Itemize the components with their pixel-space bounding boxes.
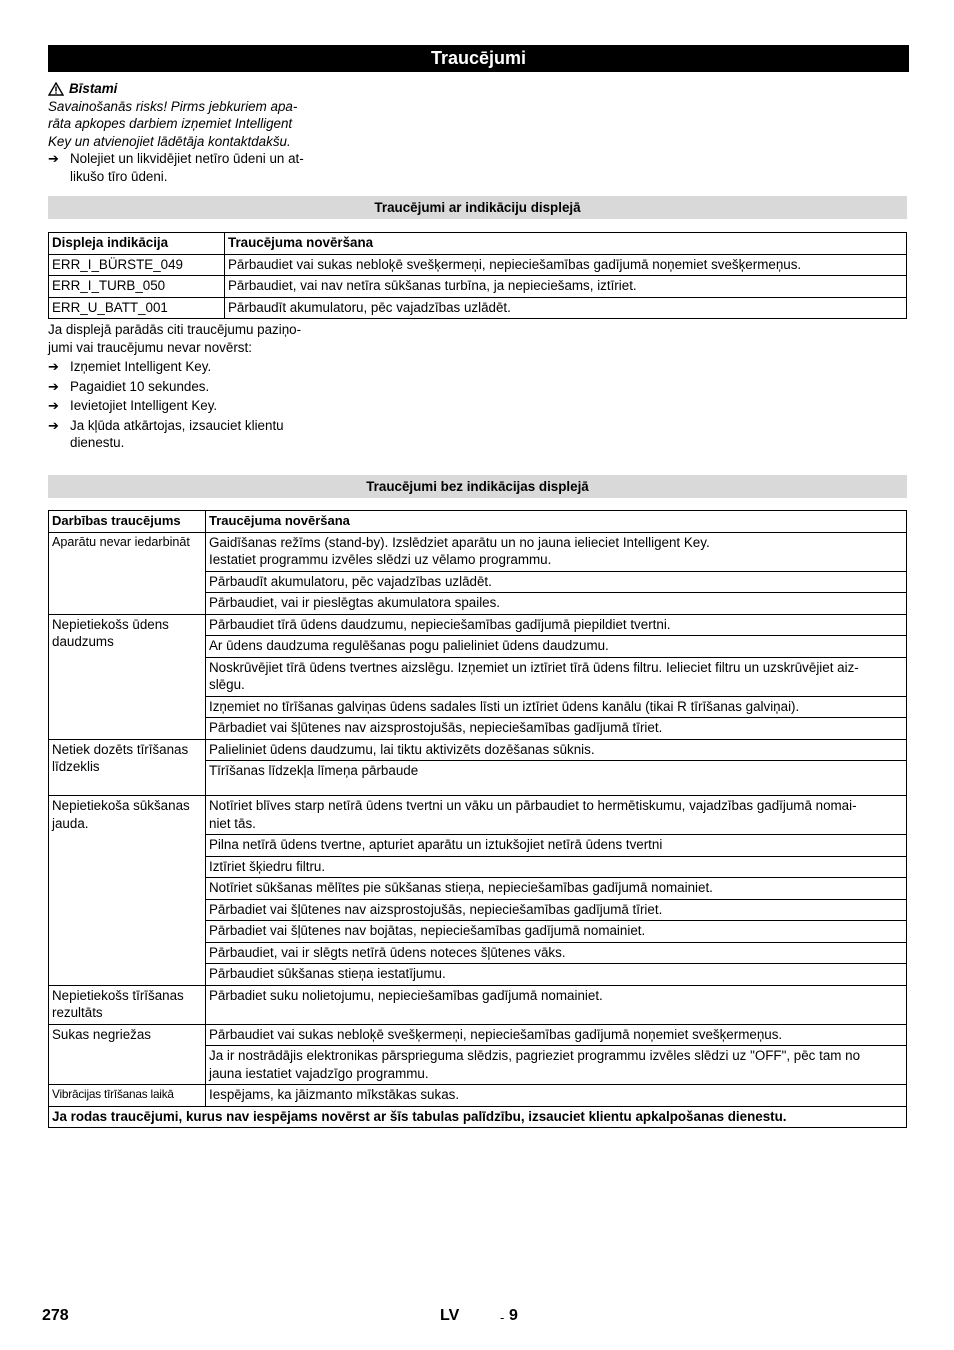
warning-body [48,98,338,151]
warning-body-line: rāta apkopes darbiem izņemiet Intelligent [48,116,293,131]
remedy-cell: Pārbadiet vai šļūtenes nav aizsprostojušās, nepieciešamības gadījumā tīriet. [206,718,907,740]
error-code-cell: ERR_U_BATT_001 [49,297,225,319]
info-intro-line: jumi vai traucējumu nevar novērst: [48,339,252,355]
fault-cell: Nepietiekošs ūdens daudzums [49,614,206,739]
info-intro [48,321,338,356]
table-final-row [49,1106,907,1128]
warning-step [48,150,338,185]
fault-cell: Nepietiekoša sūkšanas jauda. [49,796,206,986]
info-step-text: Izņemiet Intelligent Key. [70,359,212,374]
remedy-cell: Pilna netīrā ūdens tvertne, apturiet aparātu un iztukšojiet netīrā ūdens tvertni [206,835,907,857]
page-number: 278 [42,1307,69,1324]
footer-local-page: 9 [509,1307,518,1324]
arrow-right-icon: ➔ [48,151,59,166]
error-code-cell: ERR_I_TURB_050 [49,276,225,298]
fault-cell: Vibrācijas tīrīšanas laikā [49,1085,206,1107]
step-line: Ja kļūda atkārtojas, izsauciet klientu [70,417,284,433]
display-faults-table [48,232,907,319]
operating-faults-table [48,510,907,1128]
info-step [48,397,338,415]
info-block [48,321,338,452]
warning-block [48,80,338,185]
table-header-row [49,233,907,255]
remedy-cell: Pārbadiet vai šļūtenes nav bojātas, nepieciešamības gadījumā nomainiet. [206,921,907,943]
table-row [49,739,907,761]
warning-step-text [70,150,304,185]
section-title-display-faults: Traucējumi ar indikāciju displejā [48,196,907,219]
table-row [49,254,907,276]
warning-triangle-icon [48,82,64,96]
remedy-cell: Pārbaudiet, vai nav netīra sūkšanas turbīna, ja nepieciešams, iztīriet. [225,276,907,298]
remedy-cell: Pārbadiet vai šļūtenes nav aizsprostojušās, nepieciešamības gadījumā tīriet. [206,899,907,921]
fault-cell: Aparātu nevar iedarbināt [49,532,206,614]
info-step-text: Pagaidiet 10 sekundes. [70,378,210,394]
table-row [49,1024,907,1046]
remedy-cell: Pārbaudiet vai sukas nebloķē svešķermeņi, nepieciešamības gadījumā noņemiet svešķermeņus. [225,254,907,276]
fault-cell: Sukas negriežas [49,1024,206,1085]
table-row [49,796,907,835]
arrow-right-icon: ➔ [48,359,59,374]
step-line: likušo tīro ūdeni. [70,168,168,184]
remedy-cell: Pārbaudīt akumulatoru, pēc vajadzības uzlādēt. [206,571,907,593]
remedy-cell: Pārbaudiet tīrā ūdens daudzumu, nepieciešamības gadījumā piepildiet tvertni. [206,614,907,636]
warning-body-line: Savainošanās risks! Pirms jebkuriem apa- [48,98,298,114]
remedy-cell: Pārbaudiet vai sukas nebloķē svešķermeņi, nepieciešamības gadījumā noņemiet svešķermeņus. [206,1024,907,1046]
remedy-cell: Pārbadiet suku nolietojumu, nepieciešamības gadījumā nomainiet. [206,985,907,1024]
footer-language: LV [440,1307,460,1324]
remedy-cell: Pārbaudiet sūkšanas stieņa iestatījumu. [206,964,907,986]
error-code-cell: ERR_I_BÜRSTE_049 [49,254,225,276]
remedy-cell: Notīriet blīves starp netīrā ūdens tvertni un vāku un pārbaudiet to hermētiskumu, vajadzības gadījumā nomai- niet tās. [206,796,907,835]
warning-heading [48,80,338,98]
remedy-cell: Noskrūvējiet tīrā ūdens tvertnes aizslēgu. Izņemiet un iztīriet tīrā ūdens filtru. Ielieciet filtru un uzskrūvējiet aiz- slēgu. [206,657,907,696]
table-row [49,614,907,636]
remedy-cell: Notīriet sūkšanas mēlītes pie sūkšanas stieņa, nepieciešamības gadījumā nomainiet. [206,878,907,900]
remedy-cell: Izņemiet no tīrīšanas galviņas ūdens sadales līsti un iztīriet ūdens kanālu (tikai R tīrīšanas galviņai). [206,696,907,718]
info-step [48,378,338,396]
section-title-operating-faults: Traucējumi bez indikācijas displejā [48,475,907,498]
info-step [48,358,338,376]
remedy-cell: Iztīriet šķiedru filtru. [206,856,907,878]
header-cell: Traucējuma novēršana [206,511,907,533]
remedy-cell: Iespējams, ka jāizmanto mīkstākas sukas. [206,1085,907,1107]
info-step-text [70,417,284,452]
fault-cell: Nepietiekošs tīrīšanas rezultāts [49,985,206,1024]
remedy-cell: Palieliniet ūdens daudzumu, lai tiktu aktivizēts dozēšanas sūknis. [206,739,907,761]
remedy-cell: Gaidīšanas režīms (stand-by). Izslēdziet aparātu un no jauna ielieciet Intelligent Key. Iestatiet programmu izvēles slēdzi uz vēlamo programmu. [206,532,907,571]
table-row [49,985,907,1024]
remedy-cell: Pārbaudīt akumulatoru, pēc vajadzības uzlādēt. [225,297,907,319]
info-step-text: Ievietojiet Intelligent Key. [70,398,218,413]
remedy-cell: Ar ūdens daudzuma regulēšanas pogu palieliniet ūdens daudzumu. [206,636,907,658]
table-row [49,532,907,571]
info-step [48,417,338,452]
table-header-row [49,511,907,533]
step-line: Nolejiet un likvidējiet netīro ūdeni un at- [70,151,304,166]
fault-cell: Netiek dozēts tīrīšanas līdzeklis [49,739,206,796]
footer-separator: - [500,1310,505,1325]
final-note: Ja rodas traucējumi, kurus nav iespējams novērst ar šīs tabulas palīdzību, izsauciet klientu apkalpošanas dienestu. [49,1106,907,1128]
warning-body-line: Key un atvienojiet lādētāja kontaktdakšu. [48,133,291,149]
page-title: Traucējumi [48,45,909,72]
arrow-right-icon: ➔ [48,398,59,413]
arrow-right-icon: ➔ [48,378,59,394]
table-row [49,1085,907,1107]
header-cell: Traucējuma novēršana [225,233,907,255]
warning-heading-text: Bīstami [69,81,118,96]
table-row [49,297,907,319]
remedy-cell: Ja ir nostrādājis elektronikas pārsprieguma slēdzis, pagrieziet programmu izvēles slēdzi uz "OFF", pēc tam no jauna iestatiet vajadzīgo programmu. [206,1046,907,1085]
remedy-cell: Tīrīšanas līdzekļa līmeņa pārbaude [206,761,907,796]
arrow-right-icon: ➔ [48,417,59,433]
step-line: dienestu. [70,435,125,450]
header-cell: Darbības traucējums [49,511,206,533]
header-cell: Displeja indikācija [49,233,225,255]
remedy-cell: Pārbaudiet, vai ir slēgts netīrā ūdens noteces šļūtenes vāks. [206,942,907,964]
info-intro-line: Ja displejā parādās citi traucējumu paziņo- [48,322,302,337]
remedy-cell: Pārbaudiet, vai ir pieslēgtas akumulatora spailes. [206,593,907,615]
table-row [49,276,907,298]
